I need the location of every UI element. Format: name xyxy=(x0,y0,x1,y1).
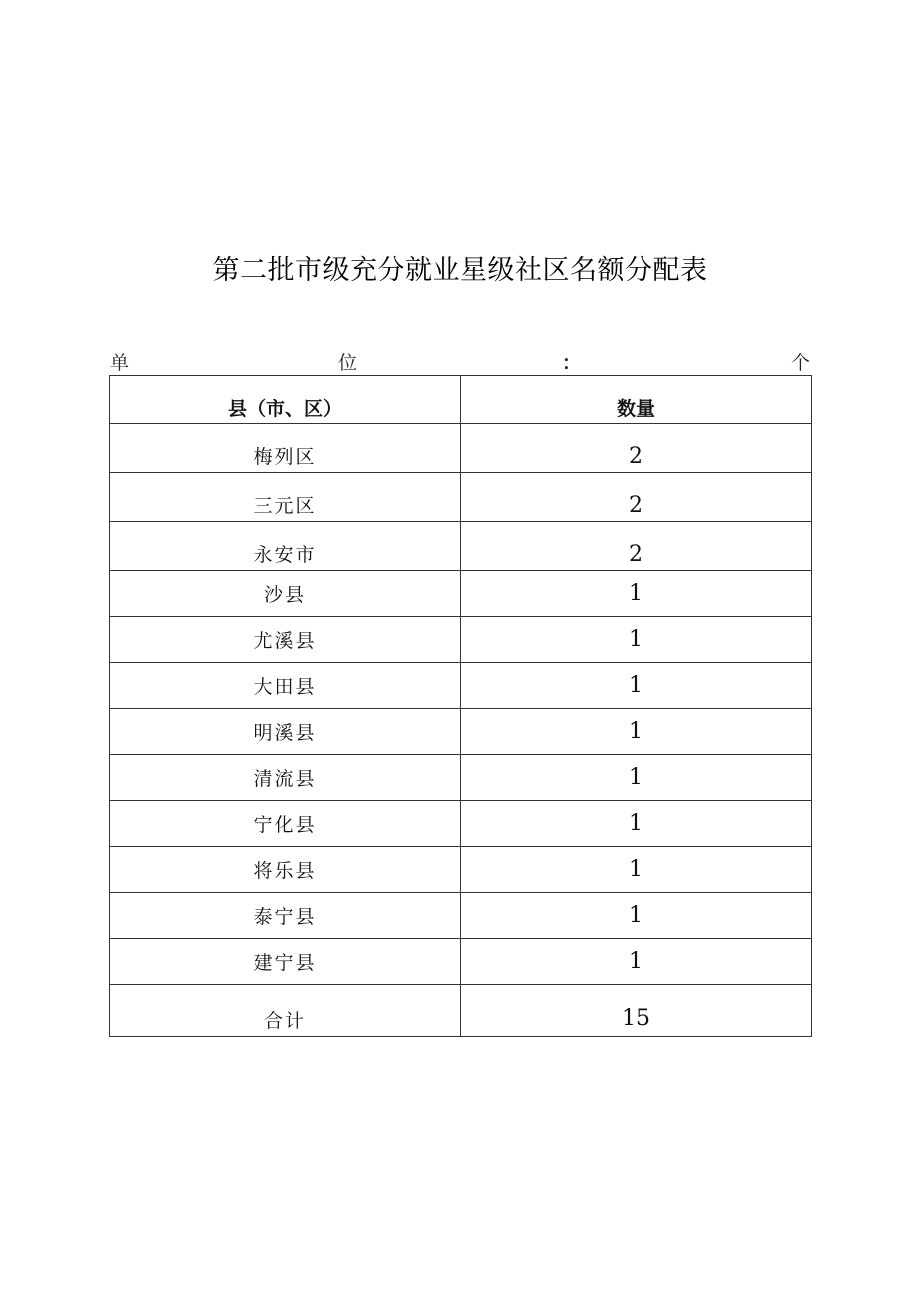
county-count: 1 xyxy=(461,709,812,755)
table-row xyxy=(110,847,812,893)
county-count: 1 xyxy=(461,755,812,801)
county-count: 2 xyxy=(461,522,812,571)
table-row xyxy=(110,801,812,847)
table-row xyxy=(110,571,812,617)
county-count: 1 xyxy=(461,571,812,617)
county-count: 2 xyxy=(461,424,812,473)
county-name: 宁化县 xyxy=(110,801,461,847)
quota-table xyxy=(109,375,812,1037)
total-row xyxy=(110,985,812,1037)
table-row xyxy=(110,755,812,801)
county-name: 梅列区 xyxy=(110,424,461,473)
table-row xyxy=(110,424,812,473)
county-name: 将乐县 xyxy=(110,847,461,893)
county-name: 大田县 xyxy=(110,663,461,709)
county-name: 清流县 xyxy=(110,755,461,801)
county-count: 1 xyxy=(461,801,812,847)
county-name: 沙县 xyxy=(110,571,461,617)
total-label: 合计 xyxy=(110,985,461,1037)
county-count: 1 xyxy=(461,617,812,663)
county-count: 1 xyxy=(461,847,812,893)
header-count: 数量 xyxy=(461,376,812,424)
county-name: 永安市 xyxy=(110,522,461,571)
page-title: 第二批市级充分就业星级社区名额分配表 xyxy=(212,255,708,286)
table-row xyxy=(110,663,812,709)
table-row xyxy=(110,522,812,571)
table-row xyxy=(110,617,812,663)
unit-char-1: 单 xyxy=(110,352,130,374)
header-county: 县（市、区） xyxy=(110,376,461,424)
county-count: 1 xyxy=(461,893,812,939)
county-name: 建宁县 xyxy=(110,939,461,985)
county-name: 明溪县 xyxy=(110,709,461,755)
county-name: 泰宁县 xyxy=(110,893,461,939)
table-row xyxy=(110,893,812,939)
total-count: 15 xyxy=(461,985,812,1037)
county-count: 1 xyxy=(461,663,812,709)
table-row xyxy=(110,473,812,522)
unit-value: 个 xyxy=(790,352,810,374)
table-row xyxy=(110,939,812,985)
county-count: 1 xyxy=(461,939,812,985)
unit-line xyxy=(110,348,810,374)
county-name: 尤溪县 xyxy=(110,617,461,663)
county-name: 三元区 xyxy=(110,473,461,522)
county-count: 2 xyxy=(461,473,812,522)
unit-char-2: 位 xyxy=(338,352,358,374)
table-row xyxy=(110,709,812,755)
table-header-row xyxy=(110,376,812,424)
unit-colon: ： xyxy=(562,352,582,374)
